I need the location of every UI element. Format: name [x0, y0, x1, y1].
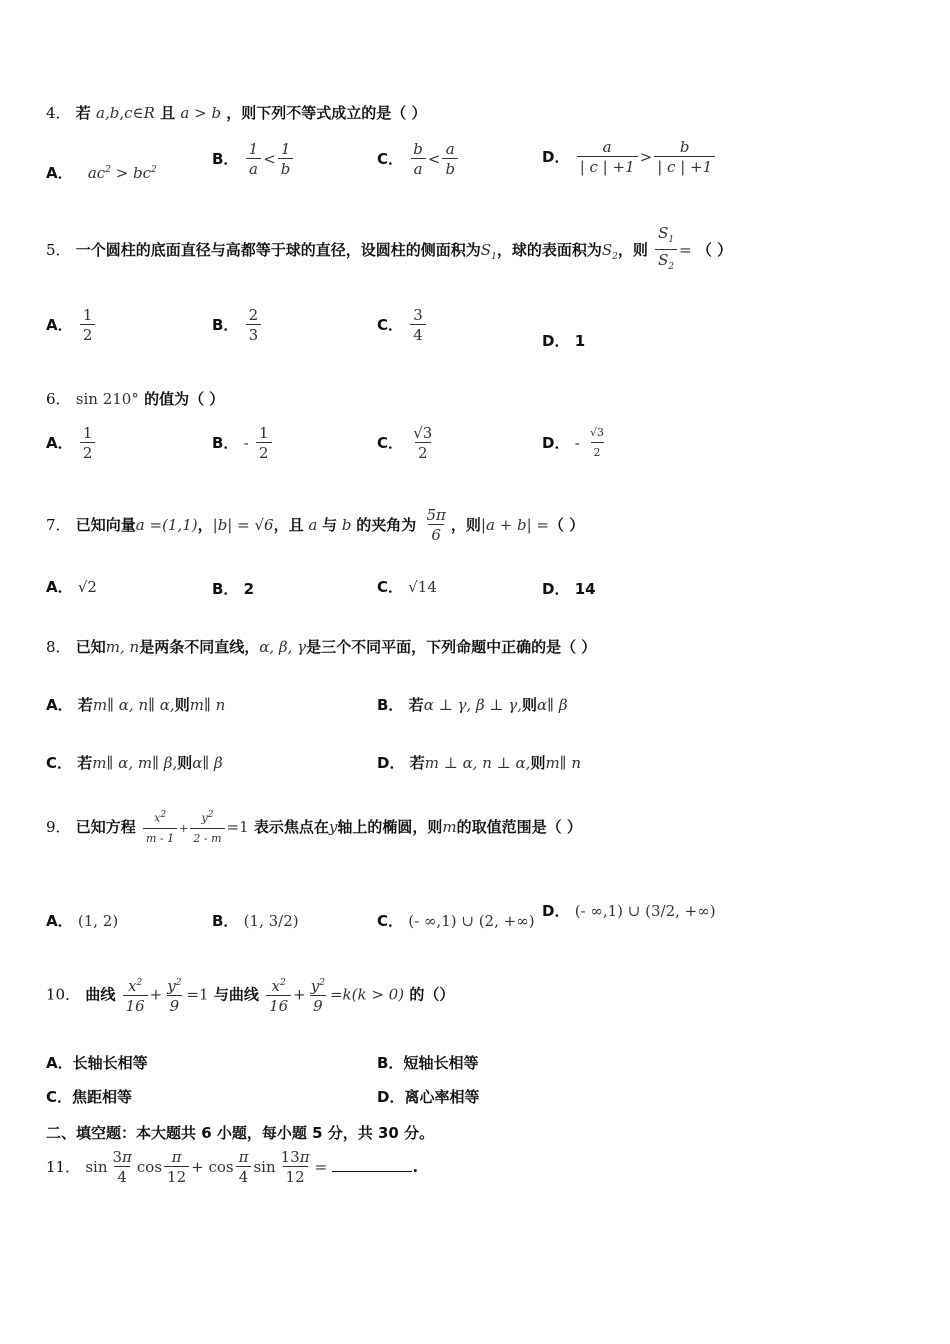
option-d: D． (- ∞,1) ∪ (3/2, +∞) [542, 902, 716, 920]
option-a: A． $\frac{1}{2}$ [46, 306, 97, 345]
question-11: 11． sin $\frac{3\pi}{4}$ cos $\frac{\pi}{12}$ + cos $\frac{\pi}{4}$ sin $\frac{13\pi}{12}$ = . [46, 1148, 419, 1186]
answer-blank[interactable] [332, 1171, 412, 1172]
option-d: D． - $\frac{√3}{2}$ [542, 424, 609, 463]
option-d: D． 14 [542, 580, 596, 598]
option-d: D． 1 [542, 332, 586, 350]
option-d: D． $\frac{a}{| c | +1}$ > $\frac{b}{| c | +1}$ [542, 138, 717, 177]
option-c: C． $\frac{b}{a}$ < $\frac{a}{b}$ [377, 140, 460, 179]
question-7: 7． 已知向量a =(1,1)，|b| = √6，且 a 与 b 的夹角为 $\frac{5\pi}{6}$ ，则|a + b| =（ ） [46, 506, 585, 544]
option-c: C． $\frac{√3}{2}$ [377, 424, 433, 462]
option-a: A． (1, 2) [46, 912, 119, 930]
option-b: B． 若α ⊥ γ, β ⊥ γ,则α∥ β [377, 696, 568, 714]
math-expr: a > b [180, 104, 222, 122]
option-a: A． 若m∥ α, n∥ α,则m∥ n [46, 696, 226, 714]
option-b: B．短轴长相等 [377, 1054, 479, 1072]
option-b: B． (1, 3/2) [212, 912, 299, 930]
question-9: 9． 已知方程 $\frac{x^2}{m - 1}$ + $\frac{y^2}{2 - m}$ =1 表示焦点在y轴上的椭圆，则m的取值范围是（ ） [46, 806, 582, 849]
option-a: A．长轴长相等 [46, 1054, 148, 1072]
question-4: 4． 若 a,b,c∈R 且 a > b ，则下列不等式成立的是（ ） [46, 104, 427, 122]
ratio-fraction: $\frac{S_1}{S_2}$ [655, 224, 677, 277]
option-b: B． $\frac{2}{3}$ [212, 306, 263, 345]
option-a: A． √2 [46, 578, 97, 596]
math-expr: a,b,c∈R [96, 104, 155, 122]
option-c: C．焦距相等 [46, 1088, 133, 1106]
question-10: 10． 曲线 $\frac{x^2}{16}$ + $\frac{y^2}{9}$ =1 与曲线 $\frac{x^2}{16}$ + $\frac{y^2}{9}$ =k(k > 0) 的（） [46, 977, 455, 1015]
question-6: 6． sin 210° 的值为（ ） [46, 390, 225, 408]
option-d: D． 若m ⊥ α, n ⊥ α,则m∥ n [377, 754, 582, 772]
option-b: B． 2 [212, 580, 255, 598]
option-d: D．离心率相等 [377, 1088, 480, 1106]
option-c: C． $\frac{3}{4}$ [377, 306, 428, 345]
option-c: C． 若m∥ α, m∥ β,则α∥ β [46, 754, 223, 772]
question-5: 5． 一个圆柱的底面直径与高都等于球的直径，设圆柱的侧面积为$S_1$，球的表面积为$S_2$，则 $\frac{S_1}{S_2}$ = （ ） [46, 224, 732, 277]
question-8: 8． 已知m, n是两条不同直线，α, β, γ是三个不同平面，下列命题中正确的是（ ） [46, 638, 597, 656]
option-c: C． √14 [377, 578, 437, 596]
section-heading: 二、填空题：本大题共 6 小题，每小题 5 分，共 30 分。 [46, 1124, 435, 1142]
math-expr: sin 210° [75, 390, 139, 408]
option-b: B． - $\frac{1}{2}$ [212, 424, 274, 463]
question-number: 4． [46, 104, 71, 122]
option-b: B． $\frac{1}{a}$ < $\frac{1}{b}$ [212, 140, 295, 179]
option-a: A． $\frac{1}{2}$ [46, 424, 97, 463]
option-a: A． $ac^2 > bc^2$ [46, 164, 157, 182]
option-c: C． (- ∞,1) ∪ (2, +∞) [377, 912, 535, 930]
